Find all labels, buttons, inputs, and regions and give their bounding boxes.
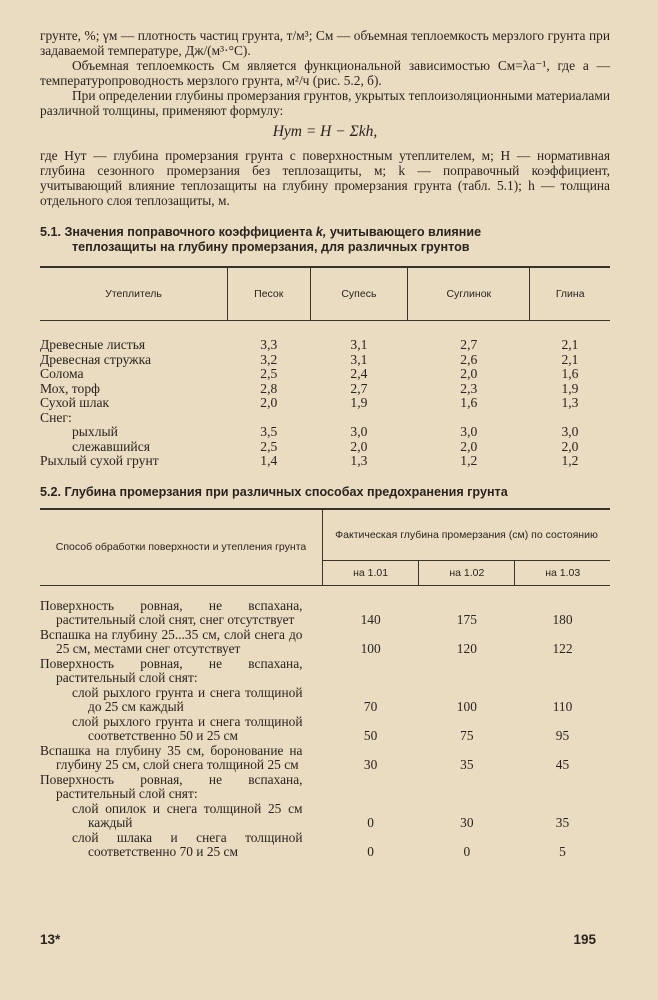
table1	[40, 266, 610, 469]
depth-cell: 50	[363, 727, 378, 743]
coefficient-cell: 1,3	[561, 395, 579, 410]
table1-header: Глина	[530, 267, 610, 321]
method-cell	[40, 744, 323, 773]
table-row	[40, 657, 610, 686]
table2-date: на 1.03	[515, 560, 610, 585]
insulator-name: Солома	[40, 366, 84, 381]
table-row	[40, 353, 610, 368]
coefficient-cell: 1,6	[460, 395, 478, 410]
coefficient-cell: 2,8	[260, 380, 278, 396]
depth-cell: 95	[555, 727, 570, 743]
table2	[40, 508, 610, 860]
table-row	[40, 628, 610, 657]
depth-cell: 45	[555, 756, 570, 772]
table-row	[40, 831, 610, 860]
intro-paragraph-3: При определении глубины промерзания грунтов, укрытых теплоизоляционными материалами различной толщины, применяют формулу:	[40, 88, 611, 118]
coefficient-cell: 1,9	[350, 395, 368, 410]
coefficient-cell: 2,7	[350, 380, 368, 396]
method-cell	[40, 715, 323, 744]
coefficient-cell	[408, 411, 530, 426]
coefficient-cell: 1,6	[561, 366, 579, 381]
method-cell	[40, 628, 323, 657]
method-cell	[40, 686, 323, 715]
page-number: 195	[573, 932, 596, 947]
coefficient-cell: 2,1	[561, 337, 579, 352]
depth-cell: 100	[456, 698, 477, 714]
method-text: Поверхность ровная, не вспахана, растительный слой снят:	[40, 771, 303, 801]
table2-header-method: Способ обработки поверхности и утепления грунта	[40, 509, 323, 586]
depth-cell: 30	[363, 756, 378, 772]
depth-cell: 100	[360, 640, 381, 656]
depth-cell	[419, 773, 515, 802]
table-row	[40, 411, 610, 426]
coefficient-cell: 2,3	[460, 380, 478, 396]
depth-cell: 140	[360, 611, 381, 627]
depth-cell: 122	[552, 640, 573, 656]
coefficient-cell: 2,0	[561, 438, 579, 454]
table1-header: Песок	[228, 267, 311, 321]
signature-mark: 13*	[40, 932, 61, 947]
intro-paragraph-4: где Hут — глубина промерзания грунта с поверхностным утеплителем, м; H — нормативная глубина сезонного промерзания без теплозащиты, м; k — поправочный коэффициент, учитывающий влияние теплозащиты на глубину промерзания грунта (табл. 5.1); h — толщина отдельного слоя теплозащиты, м.	[40, 148, 610, 208]
insulator-name: Сухой шлак	[40, 395, 110, 410]
coefficient-cell: 2,4	[350, 366, 368, 381]
table-row	[40, 585, 610, 628]
formula: Hут = H − Σkh,	[272, 123, 378, 140]
table-row	[40, 454, 610, 469]
table1-caption-b: учитывающего влияние	[329, 225, 482, 239]
table-row	[40, 396, 610, 411]
coefficient-cell: 2,6	[460, 351, 478, 367]
table-row	[40, 773, 610, 802]
depth-cell: 175	[456, 611, 477, 627]
table1-header: Суглинок	[408, 267, 530, 321]
depth-cell: 70	[363, 698, 378, 714]
method-cell	[40, 802, 323, 831]
table-row	[40, 802, 610, 831]
depth-cell: 110	[552, 698, 573, 714]
coefficient-cell	[310, 411, 408, 426]
insulator-name: Древесные листья	[40, 337, 146, 352]
insulator-name: Мох, торф	[40, 380, 100, 396]
table1-number: 5.1.	[40, 225, 62, 239]
coefficient-cell: 3,1	[350, 337, 368, 352]
coefficient-cell: 1,2	[561, 453, 579, 468]
table1-body	[40, 321, 610, 469]
insulator-name: Древесная стружка	[40, 351, 152, 367]
table2-caption-text: Глубина промерзания при различных способах предохранения грунта	[64, 484, 508, 499]
depth-cell: 120	[456, 640, 477, 656]
intro-paragraph-2: Объемная теплоемкость Cм является функциональной зависимостью Cм=λa⁻¹, где a — температуропроводность мерзлого грунта, м²/ч (рис. 5.2, б).	[40, 58, 610, 88]
depth-cell: 0	[367, 843, 374, 859]
coefficient-cell: 1,4	[260, 453, 278, 468]
table-row	[40, 367, 610, 382]
table-row	[40, 686, 610, 715]
coefficient-cell: 2,7	[460, 337, 478, 352]
coefficient-cell: 3,2	[260, 351, 278, 367]
table-row	[40, 715, 610, 744]
table2-caption	[40, 485, 610, 500]
table1-header-row	[40, 267, 610, 321]
depth-cell	[323, 773, 419, 802]
table-row	[40, 440, 610, 455]
table2-header-row	[40, 509, 610, 561]
table1-header: Супесь	[310, 267, 408, 321]
table2-date: на 1.02	[419, 560, 515, 585]
method-text: Поверхность ровная, не вспахана, растительный слой снят:	[40, 655, 303, 685]
table2-body	[40, 585, 610, 860]
method-text: Вспашка на глубину 25...35 см, слой снега до 25 см, местами снег отсутствует	[40, 626, 303, 656]
depth-cell: 35	[460, 756, 474, 772]
method-text: Вспашка на глубину 35 см, боронование на глубину 25 см, слой снега толщиной 25 см	[40, 742, 303, 772]
depth-cell	[419, 657, 515, 686]
coefficient-cell	[228, 411, 311, 426]
method-cell	[40, 585, 323, 628]
coefficient-cell	[530, 411, 610, 426]
method-text: слой рыхлого грунта и снега толщиной до 25 см каждый	[72, 684, 303, 714]
coefficient-cell: 2,5	[260, 366, 278, 381]
table2-date: на 1.01	[323, 560, 419, 585]
coefficient-cell: 2,0	[460, 366, 478, 381]
depth-cell	[515, 657, 610, 686]
coefficient-cell: 2,1	[561, 351, 579, 367]
method-text: слой шлака и снега толщиной соответственно 70 и 25 см	[72, 829, 303, 859]
table1-caption-c: теплозащиты на глубину промерзания, для различных грунтов	[72, 240, 470, 254]
coefficient-cell: 2,0	[260, 395, 278, 410]
method-text: Поверхность ровная, не вспахана, растительный слой снят, снег отсутствует	[40, 597, 303, 627]
coefficient-cell: 2,0	[350, 438, 368, 454]
depth-cell	[515, 773, 610, 802]
depth-cell: 35	[555, 814, 570, 830]
depth-cell: 75	[460, 727, 474, 743]
page-footer	[40, 932, 596, 947]
depth-cell: 30	[460, 814, 474, 830]
table2-number: 5.2.	[40, 484, 62, 499]
coefficient-cell: 2,0	[460, 438, 478, 454]
table-row	[40, 425, 610, 440]
coefficient-cell: 3,0	[460, 424, 478, 439]
insulator-name: Рыхлый сухой грунт	[40, 453, 159, 468]
table-row	[40, 382, 610, 397]
coefficient-cell: 1,2	[460, 453, 478, 468]
coefficient-cell: 1,9	[561, 380, 579, 396]
table1-caption-k: k,	[315, 225, 327, 239]
coefficient-cell: 1,3	[350, 453, 368, 468]
method-cell	[40, 773, 323, 802]
table1-caption	[40, 225, 610, 255]
coefficient-cell: 3,5	[260, 424, 278, 439]
intro-text	[40, 28, 610, 208]
method-cell	[40, 831, 323, 860]
depth-cell	[323, 657, 419, 686]
coefficient-cell: 3,0	[561, 424, 579, 439]
coefficient-cell: 3,1	[350, 351, 368, 367]
depth-cell: 5	[559, 843, 566, 859]
depth-cell: 0	[367, 814, 374, 830]
method-cell	[40, 657, 323, 686]
intro-paragraph-1: грунте, %; γм — плотность частиц грунта, т/м³; Cм — объемная теплоемкость мерзлого грунта при задаваемой температуре, Дж/(м³·°С).	[40, 28, 610, 58]
depth-cell: 0	[463, 843, 471, 859]
depth-cell: 180	[552, 611, 573, 627]
method-text: слой опилок и снега толщиной 25 см каждый	[72, 800, 303, 830]
table2-header-group: Фактическая глубина промерзания (см) по состоянию	[323, 509, 611, 561]
table1-header: Утеплитель	[40, 267, 228, 321]
table-row	[40, 321, 610, 353]
insulator-name: слежавшийся	[72, 438, 150, 454]
method-text: слой рыхлого грунта и снега толщиной соответственно 50 и 25 см	[72, 713, 303, 743]
coefficient-cell: 2,5	[260, 438, 278, 454]
insulator-name: рыхлый	[72, 424, 118, 439]
coefficient-cell: 3,3	[260, 337, 278, 352]
insulator-name: Снег:	[40, 409, 72, 425]
coefficient-cell: 3,0	[350, 424, 368, 439]
table-row	[40, 744, 610, 773]
table1-caption-a: Значения поправочного коэффициента	[64, 225, 313, 239]
